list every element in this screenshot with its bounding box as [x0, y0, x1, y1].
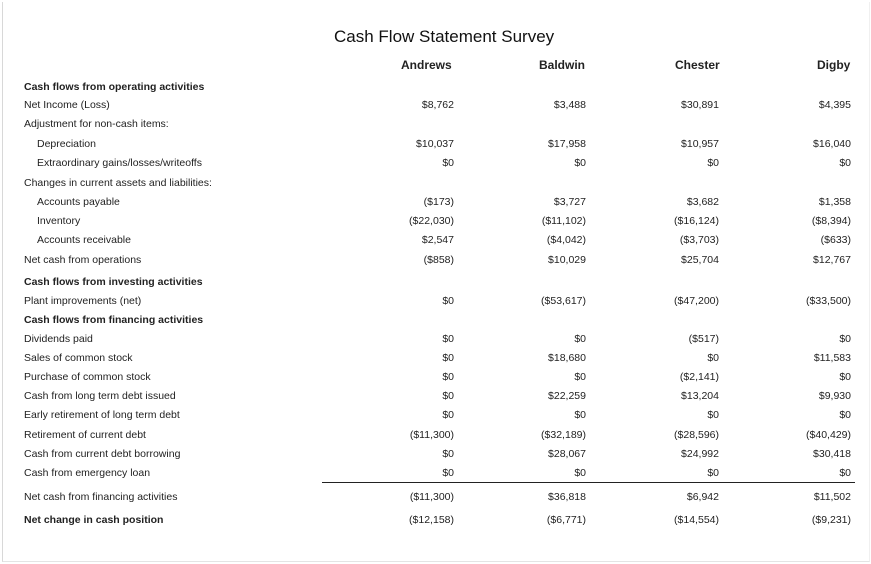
row-label: Depreciation [37, 138, 96, 150]
cell-baldwin: $0 [574, 157, 586, 169]
row-label: Net change in cash position [24, 514, 164, 526]
row-label: Cash from long term debt issued [24, 390, 176, 402]
page-title: Cash Flow Statement Survey [334, 27, 555, 46]
cell-digby: $16,040 [813, 138, 851, 150]
cell-andrews: $0 [442, 333, 454, 345]
cell-digby: $9,930 [818, 390, 851, 402]
cell-chester: ($47,200) [674, 295, 719, 307]
cell-andrews: $0 [442, 352, 454, 364]
cell-andrews: $8,762 [421, 99, 454, 111]
cell-baldwin: $3,488 [553, 99, 586, 111]
cell-andrews: $2,547 [421, 234, 454, 246]
column-header-chester: Chester [675, 58, 720, 72]
cell-baldwin: $0 [574, 333, 586, 345]
cell-andrews: ($11,300) [409, 491, 454, 503]
row-label: Inventory [37, 215, 81, 227]
cell-chester: ($3,703) [679, 234, 719, 246]
row-label: Net cash from financing activities [24, 491, 178, 503]
cell-baldwin: $22,259 [548, 390, 586, 402]
cell-andrews: $0 [442, 409, 454, 421]
cell-chester: $25,704 [681, 254, 719, 266]
cell-baldwin: ($53,617) [541, 295, 586, 307]
total-divider [322, 482, 855, 483]
cell-baldwin: $0 [574, 467, 586, 479]
cell-digby: ($8,394) [811, 215, 851, 227]
cell-chester: $6,942 [686, 491, 719, 503]
cell-chester: $10,957 [681, 138, 719, 150]
cell-chester: $13,204 [681, 390, 719, 402]
cell-chester: ($16,124) [674, 215, 719, 227]
cell-digby: $0 [839, 409, 851, 421]
cell-baldwin: ($6,771) [546, 514, 586, 526]
cell-andrews: $0 [442, 448, 454, 460]
cell-digby: $4,395 [818, 99, 851, 111]
cell-chester: $0 [707, 467, 719, 479]
cell-baldwin: $0 [574, 371, 586, 383]
cell-digby: ($9,231) [811, 514, 851, 526]
cell-digby: $11,583 [813, 352, 851, 364]
cell-andrews: $0 [442, 467, 454, 479]
row-label: Cash flows from financing activities [24, 314, 204, 326]
cell-andrews: $0 [442, 157, 454, 169]
row-label: Cash from current debt borrowing [24, 448, 181, 460]
cell-baldwin: ($11,102) [541, 215, 586, 227]
row-label: Net cash from operations [24, 254, 142, 266]
cell-andrews: ($11,300) [409, 429, 454, 441]
cell-baldwin: $18,680 [548, 352, 586, 364]
cell-andrews: ($22,030) [409, 215, 454, 227]
cell-baldwin: ($4,042) [546, 234, 586, 246]
cell-digby: $0 [839, 467, 851, 479]
cell-baldwin: $3,727 [553, 196, 586, 208]
cell-digby: $1,358 [818, 196, 851, 208]
cell-chester: ($517) [688, 333, 719, 345]
cell-digby: $30,418 [813, 448, 851, 460]
cell-andrews: ($12,158) [409, 514, 454, 526]
row-label: Cash flows from operating activities [24, 81, 205, 93]
cell-chester: ($14,554) [674, 514, 719, 526]
cell-chester: ($28,596) [674, 429, 719, 441]
cell-baldwin: $28,067 [548, 448, 586, 460]
cell-digby: $0 [839, 157, 851, 169]
row-label: Dividends paid [24, 333, 93, 345]
row-label: Changes in current assets and liabilities: [24, 177, 212, 189]
row-label: Accounts payable [37, 196, 120, 208]
cell-baldwin: $36,818 [548, 491, 586, 503]
cell-baldwin: $17,958 [548, 138, 586, 150]
cell-digby: ($33,500) [806, 295, 851, 307]
cell-andrews: $0 [442, 390, 454, 402]
row-label: Net Income (Loss) [24, 99, 110, 111]
row-label: Sales of common stock [24, 352, 133, 364]
row-label: Extraordinary gains/losses/writeoffs [37, 157, 202, 169]
cell-digby: ($40,429) [806, 429, 851, 441]
cell-chester: $24,992 [681, 448, 719, 460]
cell-baldwin: $10,029 [548, 254, 586, 266]
row-label: Plant improvements (net) [24, 295, 142, 307]
cell-chester: $0 [707, 157, 719, 169]
row-label: Cash from emergency loan [24, 467, 151, 479]
cell-andrews: $0 [442, 295, 454, 307]
cell-andrews: $10,037 [416, 138, 454, 150]
cell-digby: $12,767 [813, 254, 851, 266]
row-label: Early retirement of long term debt [24, 409, 180, 421]
cell-baldwin: $0 [574, 409, 586, 421]
row-label: Cash flows from investing activities [24, 276, 203, 288]
cell-digby: $0 [839, 371, 851, 383]
cell-chester: $0 [707, 352, 719, 364]
cell-digby: $11,502 [813, 491, 851, 503]
row-label: Purchase of common stock [24, 371, 151, 383]
cell-digby: $0 [839, 333, 851, 345]
cell-digby: ($633) [820, 234, 851, 246]
column-header-baldwin: Baldwin [539, 58, 586, 72]
row-label: Adjustment for non-cash items: [24, 118, 169, 130]
cell-andrews: ($858) [423, 254, 454, 266]
cell-andrews: ($173) [423, 196, 454, 208]
column-header-andrews: Andrews [401, 58, 452, 72]
cell-chester: $3,682 [686, 196, 719, 208]
column-header-digby: Digby [817, 58, 851, 72]
row-label: Retirement of current debt [24, 429, 146, 441]
cell-chester: $30,891 [681, 99, 719, 111]
cell-baldwin: ($32,189) [541, 429, 586, 441]
row-label: Accounts receivable [37, 234, 131, 246]
cell-andrews: $0 [442, 371, 454, 383]
cell-chester: ($2,141) [679, 371, 719, 383]
cell-chester: $0 [707, 409, 719, 421]
